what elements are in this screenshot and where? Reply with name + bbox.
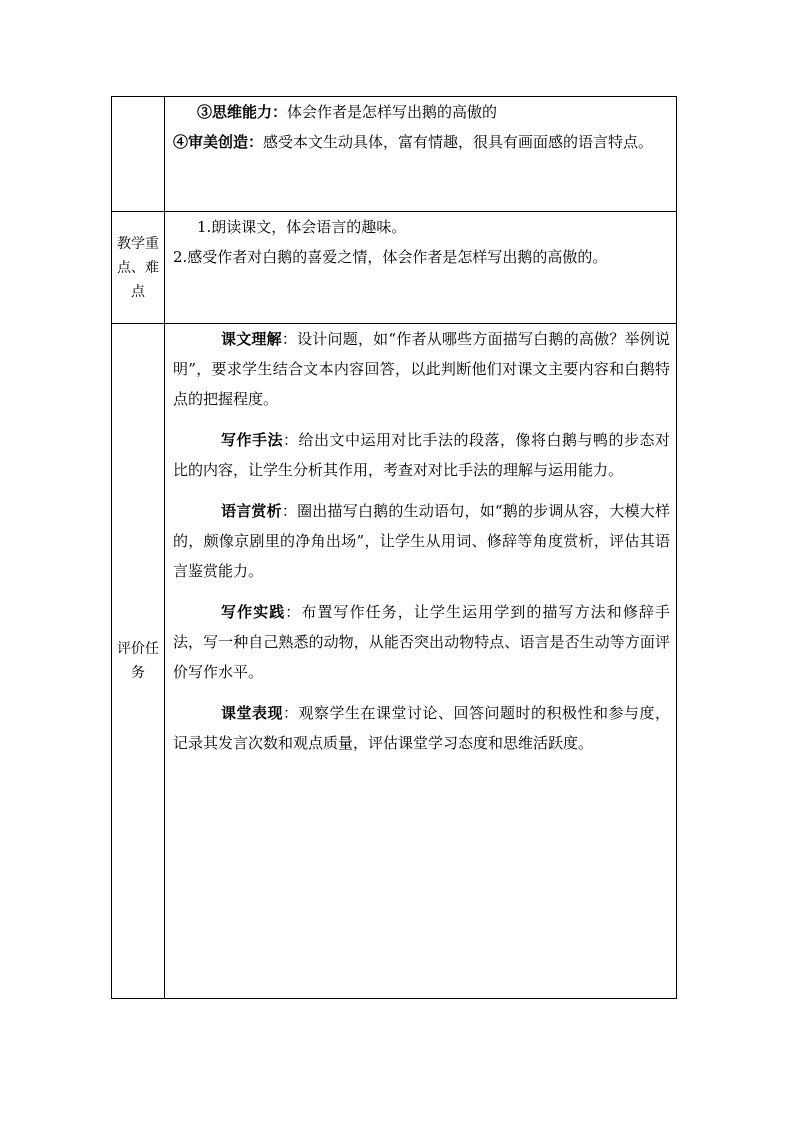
key-point-item: 1.朗读课文，体会语言的趣味。: [197, 218, 407, 236]
evaluation-title: 写作手法: [221, 431, 283, 449]
evaluation-title: 写作实践: [221, 603, 286, 621]
objective-aesthetic-title: ④审美创造：: [173, 133, 264, 151]
table-row-evaluation: [112, 324, 677, 999]
evaluation-text: ：给出文中运用对比手法的段落，像将白鹅与鸭的步态对比的内容，让学生分析其作用，考查对对比手法的理解与运用能力。: [173, 431, 670, 479]
evaluation-cell: [165, 324, 677, 999]
evaluation-text: ：布置写作任务，让学生运用学到的描写方法和修辞手法，写一种自己熟悉的动物，从能否突出动物特点、语言是否生动等方面评价写作水平。: [173, 603, 670, 681]
row-label-key-points: [112, 212, 165, 324]
key-points-label: 教学重点、难点: [117, 235, 159, 300]
evaluation-title: 课文理解: [221, 330, 282, 348]
row-label-empty: [112, 97, 165, 212]
evaluation-paragraph: [173, 698, 670, 758]
table-row-objectives: [112, 97, 677, 212]
objective-aesthetic: [173, 127, 670, 157]
objective-aesthetic-text: 感受本文生动具体，富有情趣，很具有画面感的语言特点。: [263, 133, 654, 151]
objective-thinking-text: 体会作者是怎样写出鹅的高傲的: [287, 103, 498, 121]
row-label-evaluation: [112, 324, 165, 999]
objective-thinking-title: ③思维能力：: [197, 103, 288, 121]
evaluation-paragraph: [173, 425, 670, 485]
evaluation-text: ：圈出描写白鹅的生动语句，如“鹅的步调从容，大模大样的，颇像京剧里的净角出场”，让学生从用词、修辞等角度赏析，评估其语言鉴赏能力。: [173, 502, 670, 580]
key-points-cell: [165, 212, 677, 324]
evaluation-text: ：观察学生在课堂讨论、回答问题时的积极性和参与度，记录其发言次数和观点质量，评估课堂学习态度和思维活跃度。: [173, 704, 670, 752]
evaluation-title: 课堂表现: [221, 704, 283, 722]
lesson-plan-table: [111, 96, 677, 999]
objectives-cell: [165, 97, 677, 212]
key-point-item: 2.感受作者对白鹅的喜爱之情，体会作者是怎样写出鹅的高傲的。: [173, 248, 608, 266]
evaluation-text: ：设计问题，如“作者从哪些方面描写白鹅的高傲？举例说明”，要求学生结合文本内容回答，以此判断他们对课文主要内容和白鹅特点的把握程度。: [173, 330, 670, 408]
evaluation-paragraph: [173, 496, 670, 586]
evaluation-paragraph: [173, 597, 670, 687]
table-row-key-points: [112, 212, 677, 324]
evaluation-title: 语言赏析: [221, 502, 282, 520]
objective-thinking: [173, 97, 670, 127]
evaluation-paragraph: [173, 324, 670, 414]
evaluation-label: 评价任务: [117, 641, 159, 681]
